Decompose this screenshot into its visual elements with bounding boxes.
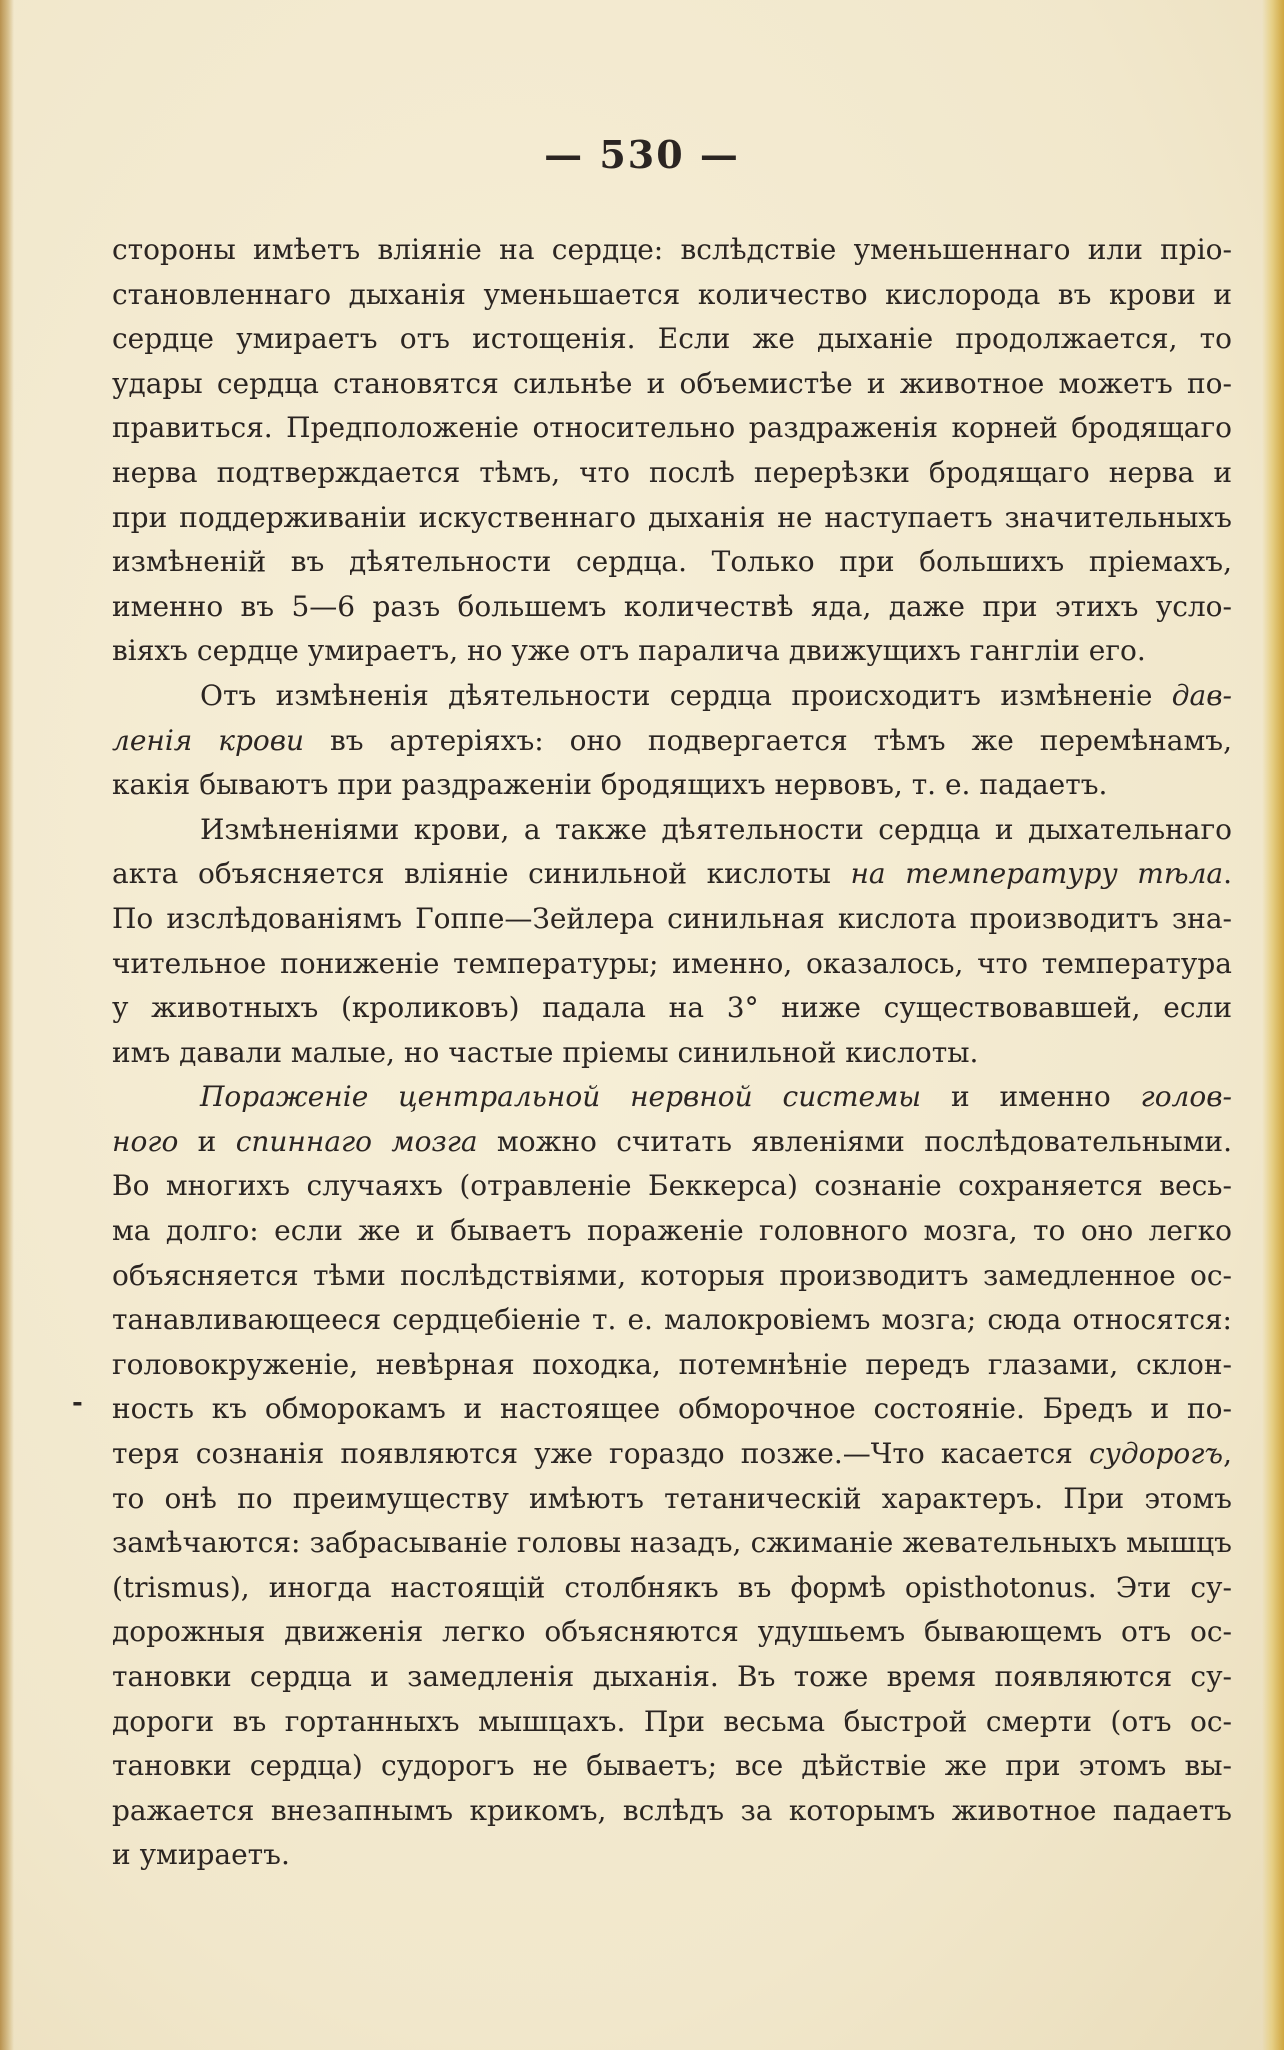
text-line: [112, 1655, 1232, 1700]
line-text: ма долго: если же и бываетъ пораженіе головного мозга, то оно легко: [112, 1214, 1232, 1248]
text-line: [112, 1164, 1232, 1209]
text-line: [112, 273, 1232, 318]
line-text: дороги въ гортанныхъ мышцахъ. При весьма быстрой смерти (отъ ос-: [112, 1704, 1232, 1738]
text-line: [112, 674, 1232, 719]
line-text: головокруженіе, невѣрная походка, потемнѣніе передъ глазами, склон-: [112, 1347, 1232, 1381]
text-line: [112, 1254, 1232, 1299]
line-text: теря сознанія появляются уже гораздо позже.—Что касается: [112, 1437, 1089, 1471]
text-line: [112, 1833, 1232, 1878]
text-line: [112, 1566, 1232, 1611]
line-text: нерва подтверждается тѣмъ, что послѣ перерѣзки бродящаго нерва и: [112, 455, 1232, 489]
line-text: становленнаго дыханія уменьшается количество кислорода въ крови и: [112, 277, 1232, 311]
page-number: — 530 —: [544, 132, 740, 177]
body-text: [112, 228, 1232, 1878]
line-text: чительное пониженіе температуры; именно, оказалось, что температура: [112, 946, 1232, 980]
emphasis-text: на температуру тѣла: [850, 857, 1224, 891]
line-text: объясняется тѣми послѣдствіями, которыя производитъ замедленное ос-: [112, 1258, 1232, 1292]
line-text: Отъ измѣненія дѣятельности сердца происходитъ измѣненіе: [200, 678, 1172, 712]
line-text: танавливающееся сердцебіеніе т. е. малокровіемъ мозга; сюда относятся:: [112, 1303, 1232, 1337]
text-line: [112, 1432, 1232, 1477]
line-text: стороны имѣетъ вліяніе на сердце: вслѣдствіе уменьшеннаго или пріо-: [112, 233, 1232, 266]
line-text: По изслѣдованіямъ Гоппе—Зейлера синильная кислота производитъ зна-: [112, 901, 1232, 935]
text-line: [112, 1120, 1232, 1165]
emphasis-text: спиннаго мозга: [235, 1124, 478, 1158]
line-text: акта объясняется вліяніе синильной кислоты: [112, 857, 851, 891]
line-text: ность къ обморокамъ и настоящее обморочное состояніе. Бредъ и по-: [112, 1392, 1232, 1426]
text-line: [112, 1744, 1232, 1789]
text-line: [112, 1789, 1232, 1834]
emphasis-text: дав-: [1171, 678, 1232, 712]
line-text: віяхъ сердце умираетъ, но уже отъ паралича движущихъ гангліи его.: [112, 634, 1146, 668]
line-text: какія бываютъ при раздраженіи бродящихъ нервовъ, т. е. падаетъ.: [112, 768, 1108, 802]
line-text: можно считать явленіями послѣдовательными.: [477, 1124, 1232, 1158]
text-line: [112, 852, 1232, 897]
text-line: [112, 986, 1232, 1031]
line-text: .: [1223, 857, 1232, 891]
text-line: [112, 763, 1232, 808]
emphasis-text: ленія крови: [112, 723, 305, 757]
text-line: [112, 942, 1232, 987]
line-text: ражается внезапнымъ крикомъ, вслѣдъ за которымъ животное падаетъ: [112, 1793, 1232, 1827]
text-line: [112, 406, 1232, 451]
line-text: удары сердца становятся сильнѣе и объемистѣе и животное можетъ по-: [112, 366, 1232, 400]
page-edge-right: [1262, 0, 1284, 2050]
line-text: Во многихъ случаяхъ (отравленіе Беккерса) сознаніе сохраняется весь-: [112, 1169, 1232, 1203]
line-text: и: [178, 1124, 236, 1158]
line-text: у животныхъ (кроликовъ) падала на 3° ниже существовавшей, если: [112, 991, 1232, 1025]
line-text: тановки сердца и замедленія дыханія. Въ тоже время появляются су-: [112, 1660, 1232, 1693]
text-line: [112, 1700, 1232, 1745]
text-line: [112, 317, 1232, 362]
emphasis-text: Пораженіе центральной нервной системы: [200, 1080, 922, 1114]
line-text: правиться. Предположеніе относительно раздраженія корней бродящаго: [112, 411, 1232, 445]
text-line: [112, 719, 1232, 764]
text-line: [112, 1477, 1232, 1522]
text-line: [112, 897, 1232, 942]
line-text: при поддерживаніи искуственнаго дыханія не наступаетъ значительныхъ: [112, 500, 1232, 534]
text-line: [112, 1387, 1232, 1432]
emphasis-text: судорогъ: [1088, 1437, 1224, 1471]
line-text: сердце умираетъ отъ истощенія. Если же дыханіе продолжается, то: [112, 322, 1232, 356]
text-line: [112, 451, 1232, 496]
line-text: Измѣненіями крови, а также дѣятельности сердца и дыхательнаго: [200, 812, 1232, 846]
margin-mark: -: [72, 1388, 83, 1418]
text-line: [112, 1343, 1232, 1388]
line-text: и именно: [921, 1080, 1141, 1114]
text-line: [112, 1075, 1232, 1120]
line-text: именно въ 5—6 разъ большемъ количествѣ яда, даже при этихъ усло-: [112, 589, 1232, 623]
line-text: и умираетъ.: [112, 1838, 290, 1872]
text-line: [112, 1031, 1232, 1076]
text-line: [112, 496, 1232, 541]
text-line: [112, 228, 1232, 273]
text-line: [112, 1298, 1232, 1343]
line-text: дорожныя движенія легко объясняются удушьемъ бывающемъ отъ ос-: [112, 1615, 1232, 1649]
line-text: тановки сердца) судорогъ не бываетъ; все дѣйствіе же при этомъ вы-: [112, 1749, 1232, 1783]
text-line: [112, 362, 1232, 407]
line-text: (trismus), иногда настоящій столбнякъ въ формѣ opisthotonus. Эти су-: [112, 1570, 1232, 1604]
line-text: въ артеріяхъ: оно подвергается тѣмъ же перемѣнамъ,: [304, 723, 1232, 757]
line-text: ,: [1223, 1437, 1232, 1471]
text-line: [112, 1209, 1232, 1254]
text-line: [112, 1521, 1232, 1566]
line-text: имъ давали малые, но частые пріемы синильной кислоты.: [112, 1035, 979, 1069]
emphasis-text: ного: [112, 1124, 179, 1158]
text-line: [112, 1610, 1232, 1655]
line-text: измѣненій въ дѣятельности сердца. Только при большихъ пріемахъ,: [112, 545, 1232, 579]
line-text: замѣчаются: забрасываніе головы назадъ, сжиманіе жевательныхъ мышцъ: [112, 1526, 1232, 1560]
line-text: то онѣ по преимуществу имѣютъ тетаническій характеръ. При этомъ: [112, 1481, 1232, 1515]
text-line: [112, 540, 1232, 585]
text-line: [112, 808, 1232, 853]
text-line: [112, 585, 1232, 630]
page-edge-left: [0, 0, 14, 2050]
text-line: [112, 629, 1232, 674]
emphasis-text: голов-: [1140, 1080, 1232, 1114]
